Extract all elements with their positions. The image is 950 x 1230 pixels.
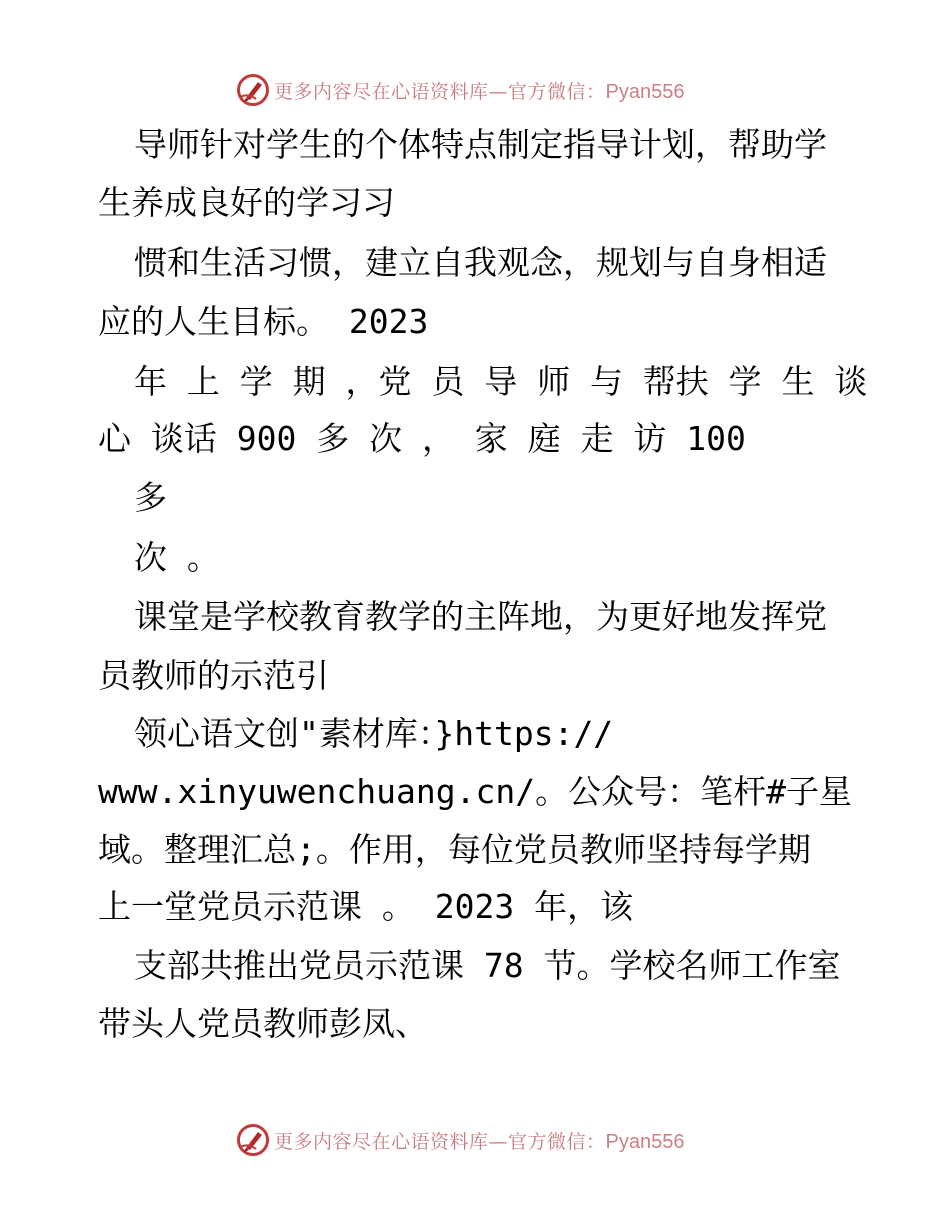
text-line: 生养成良好的学习习: [98, 183, 395, 222]
wechat-id: Pyan556: [605, 1130, 685, 1153]
text-line: 课堂是学校教育教学的主阵地，为更好地发挥党: [134, 597, 827, 636]
pen-logo-icon: [236, 73, 270, 107]
text-line: www.xinyuwenchuang.cn/。公众号：笔杆#子星: [98, 772, 852, 811]
text-line: 域。整理汇总;。作用，每位党员教师坚持每学期: [98, 830, 811, 869]
text-line: 年 上 学 期 ，党 员 导 师 与 帮扶 学 生 谈: [134, 362, 868, 401]
text-line: 多: [134, 478, 167, 517]
text-line: 上一堂党员示范课 。 2023 年，该: [98, 887, 634, 926]
pen-logo-icon: [236, 1123, 270, 1157]
wechat-id: Pyan556: [605, 80, 685, 103]
text-line: 领心语文创"素材库：}https://: [134, 714, 614, 753]
text-line: 应的人生目标。 2023: [98, 302, 429, 341]
text-line: 带头人党员教师彭凤、: [98, 1004, 428, 1043]
watermark-text: 更多内容尽在心语资料库—官方微信：Pyan556: [274, 80, 685, 103]
text-line: 惯和生活习惯，建立自我观念，规划与自身相适: [134, 243, 827, 282]
watermark-text: 更多内容尽在心语资料库—官方微信：Pyan556: [274, 1130, 685, 1153]
text-line: 心 谈话 900 多 次 ， 家 庭 走 访 100: [98, 419, 746, 458]
text-line: 导师针对学生的个体特点制定指导计划，帮助学: [134, 125, 827, 164]
text-line: 次 。: [134, 538, 220, 577]
text-line: 员教师的示范引: [98, 656, 329, 695]
watermark-footer: [236, 1122, 684, 1158]
watermark-header: [236, 72, 684, 108]
text-line: 支部共推出党员示范课 78 节。学校名师工作室: [134, 946, 841, 985]
